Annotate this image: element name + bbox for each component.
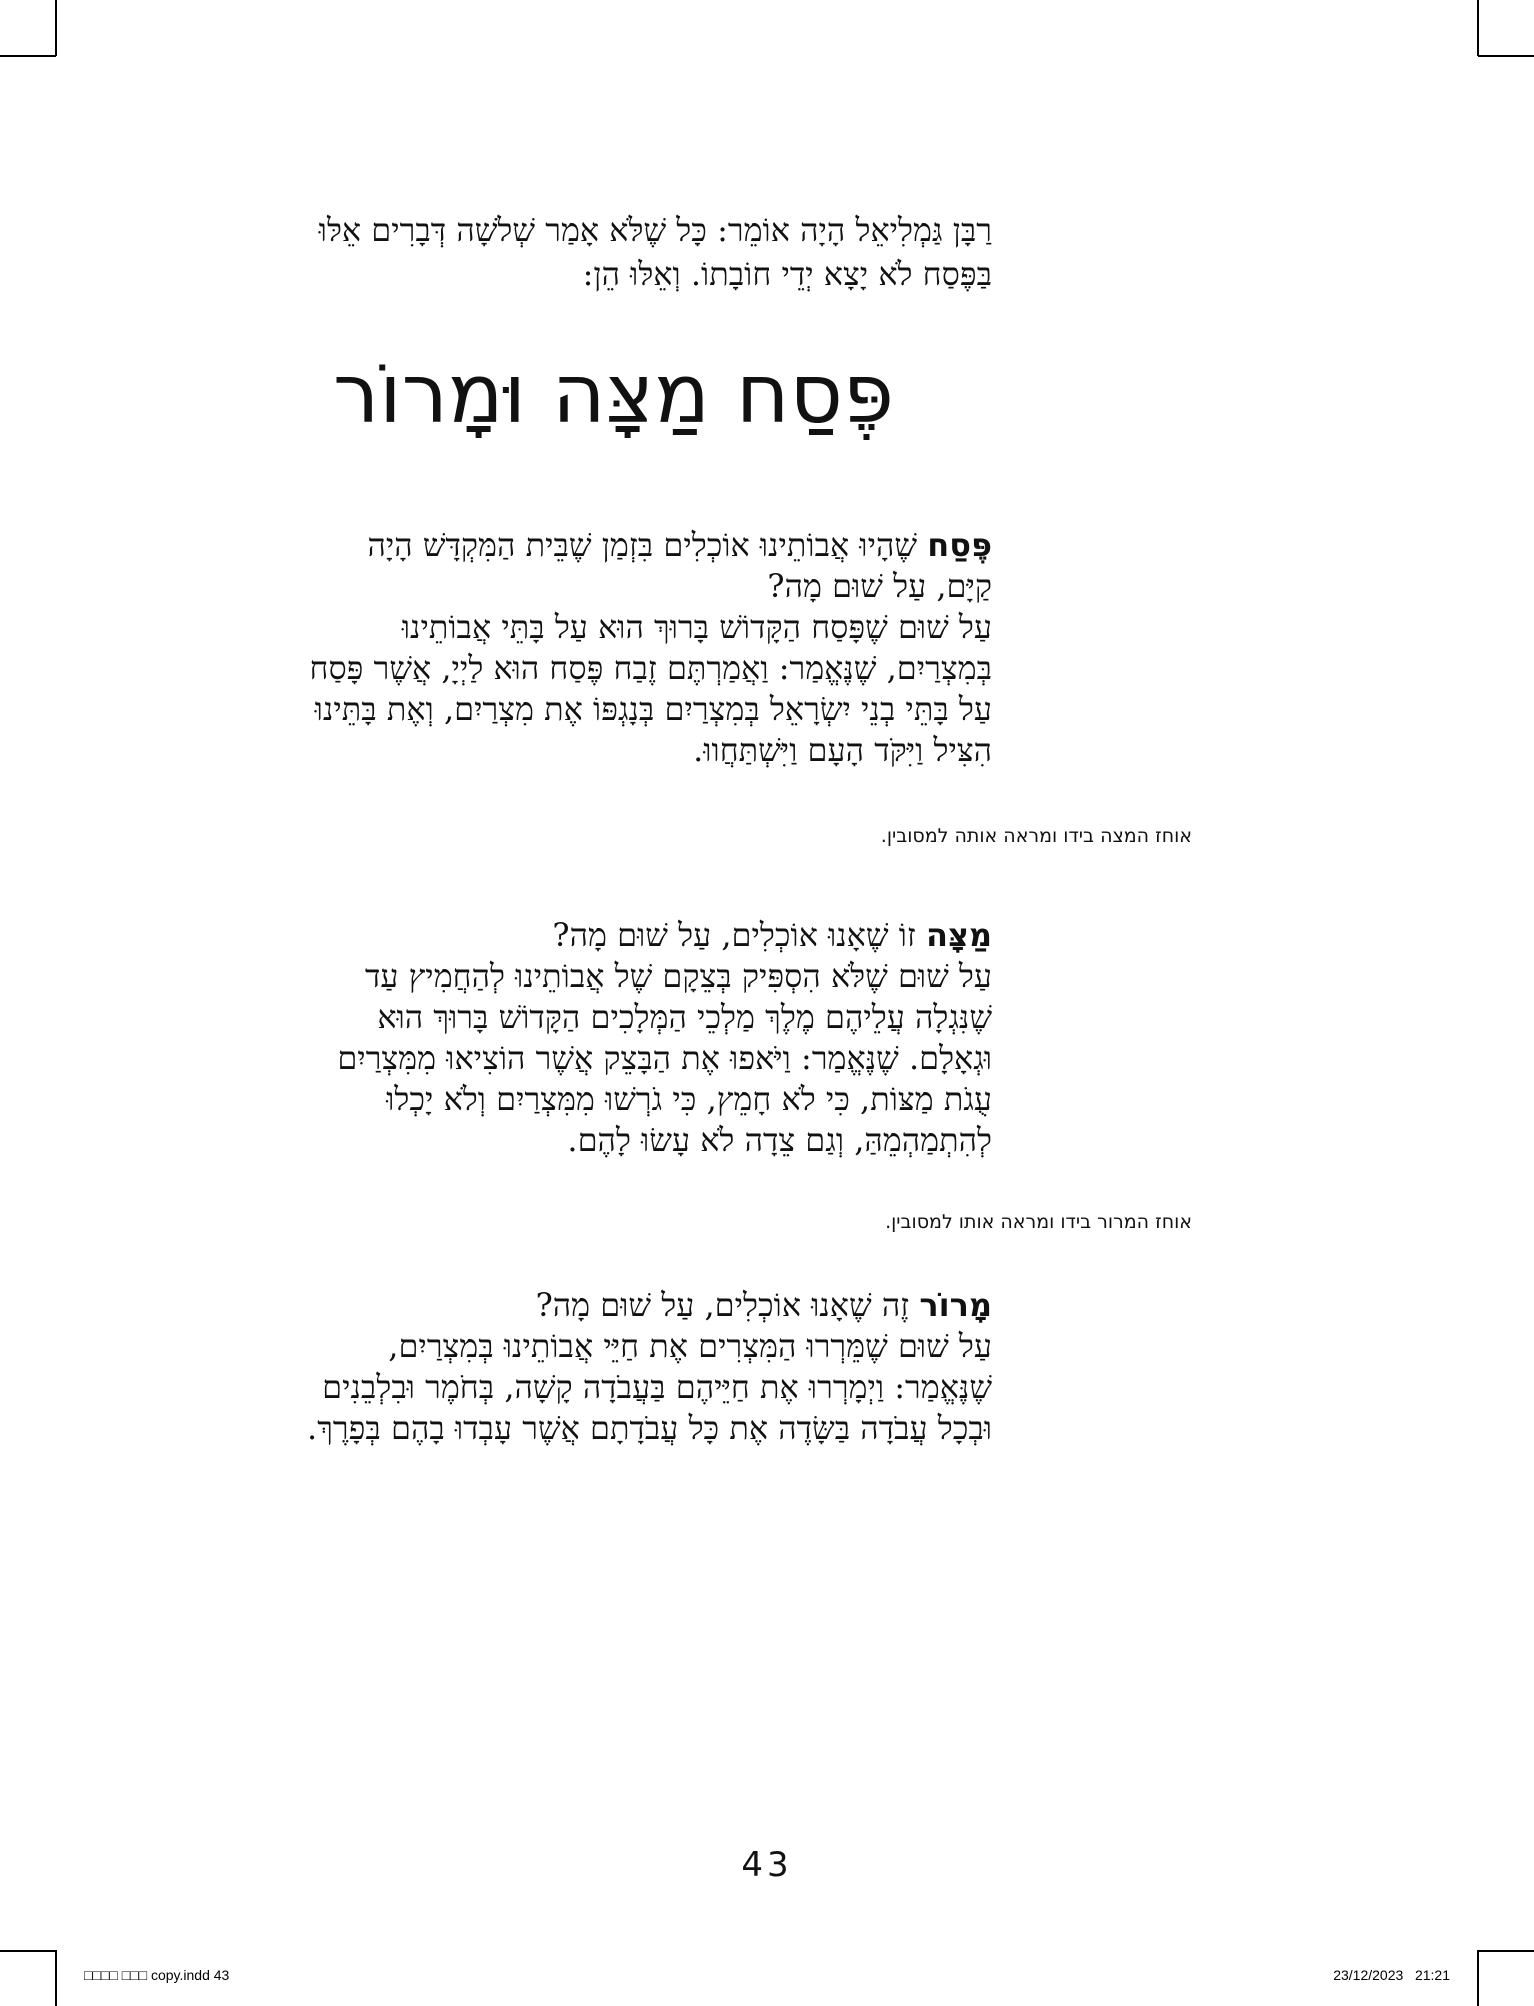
pesach-line: עַל שׁוּם שֶׁפָּסַח הַקָּדוֹשׁ בָּרוּךְ הוּא עַל בָּתֵּי אֲבוֹתֵינוּ	[401, 608, 992, 646]
matzah-line: וּגְאָלָם. שֶׁנֶּאֱמַר: וַיֹּאפוּ אֶת הַבָּצֵק אֲשֶׁר הוֹצִיאוּ מִמִּצְרַיִם	[337, 1039, 992, 1077]
matzah-line: עֻגֹת מַצּוֹת, כִּי לֹא חָמֵץ, כִּי גֹרְשׁוּ מִמִּצְרַיִם וְלֹא יָכְלוּ	[386, 1080, 992, 1118]
pesach-line: שֶׁהָיוּ אֲבוֹתֵינוּ אוֹכְלִים בִּזְמַן שֶׁבֵּית הַמִּקְדָּשׁ הָיָה	[367, 526, 928, 564]
pesach-lead-word: פֶּסַח	[927, 526, 992, 564]
crop-mark-bottom-right-h	[1478, 1950, 1534, 1952]
pesach-line: קַיָּם, עַל שׁוּם מָה?	[767, 567, 992, 605]
crop-mark-top-right-h	[1478, 55, 1534, 57]
pesach-line: עַל בָּתֵּי בְנֵי יִשְׂרָאֵל בְּמִצְרַיִם בְּנָגְפּוֹ אֶת מִצְרַיִם, וְאֶת בָּתֵּינוּ	[314, 690, 992, 728]
crop-mark-bottom-left	[55, 1950, 57, 2006]
slug-time: 21:21	[1414, 1967, 1450, 1983]
instruction-note-matzah: אוחז המצה בידו ומראה אותה למסובין.	[880, 825, 1192, 847]
pesach-line: בְּמִצְרַיִם, שֶׁנֶּאֱמַר: וַאֲמַרְתֶּם זֶבַח פֶּסַח הוּא לַיְיָ, אֲשֶׁר פָּסַח	[309, 649, 992, 687]
maror-line: וּבְכָל עֲבֹדָה בַּשָּׂדֶה אֶת כָּל עֲבֹדָתָם אֲשֶׁר עָבְדוּ בָהֶם בְּפָרֶךְ.	[307, 1409, 992, 1447]
crop-mark-top-left-h	[0, 55, 56, 57]
crop-mark-bottom-left-h	[0, 1950, 56, 1952]
matzah-paragraph	[192, 915, 992, 1161]
maror-line: שֶׁנֶּאֱמַר: וַיְמָרְרוּ אֶת חַיֵּיהֶם בַּעֲבֹדָה קָשָׁה, בְּחֹמֶר וּבִלְבֵנִים	[322, 1368, 992, 1406]
matzah-line: עַל שׁוּם שֶׁלֹּא הִסְפִּיק בְּצֵקָם שֶׁל אֲבוֹתֵינוּ לְהַחֲמִיץ עַד	[364, 957, 992, 995]
matzah-line: לְהִתְמַהְמֵהַּ, וְגַם צֵדָה לֹא עָשׂוּ לָהֶם.	[567, 1121, 992, 1159]
crop-mark-bottom-right	[1477, 1950, 1479, 2006]
slug-date-time	[1333, 1967, 1450, 1983]
pesach-line: הִצִּיל וַיִּקֹּד הָעָם וַיִּשְׁתַּחֲווּ.	[693, 731, 992, 769]
intro-paragraph	[192, 208, 992, 296]
maror-first-line	[192, 1285, 992, 1326]
maror-line: עַל שׁוּם שֶׁמֵּרְרוּ הַמִּצְרִים אֶת חַיֵּי אֲבוֹתֵינוּ בְּמִצְרַיִם,	[388, 1327, 992, 1365]
maror-lead-word: מָרוֹר	[919, 1286, 992, 1324]
matzah-line: זוֹ שֶׁאָנוּ אוֹכְלִים, עַל שׁוּם מָה?	[552, 916, 926, 954]
page-number: 43	[741, 1845, 793, 1885]
crop-mark-top-right	[1477, 0, 1479, 56]
slug-file-name: □□□□ □□□ copy.indd 43	[84, 1967, 230, 1983]
crop-mark-top-left	[55, 0, 57, 56]
matzah-lead-word: מַצָּה	[925, 916, 992, 954]
matzah-first-line	[192, 915, 992, 956]
maror-paragraph	[192, 1285, 992, 1449]
instruction-note-maror: אוחז המרור בידו ומראה אותו למסובין.	[885, 1211, 1192, 1233]
matzah-line: שֶׁנִּגְלָה עֲלֵיהֶם מֶלֶךְ מַלְכֵי הַמְּלָכִים הַקָּדוֹשׁ בָּרוּךְ הוּא	[377, 998, 992, 1036]
maror-line: זֶה שֶׁאָנוּ אוֹכְלִים, עַל שׁוּם מָה?	[535, 1286, 920, 1324]
pesach-first-line	[192, 525, 992, 566]
intro-line: רַבָּן גַּמְלִיאֵל הָיָה אוֹמֵר: כָּל שֶׁלֹּא אָמַר שְׁלֹשָׁה דְּבָרִים אֵלּוּ	[318, 211, 992, 249]
intro-line: בַּפֶּסַח לֹא יָצָא יְדֵי חוֹבָתוֹ. וְאֵלּוּ הֵן:	[582, 255, 992, 293]
pesach-paragraph	[192, 525, 992, 771]
slug-date: 23/12/2023	[1333, 1967, 1404, 1983]
section-title: פֶּסַח מַצָּה וּמָרוֹר	[333, 347, 894, 442]
